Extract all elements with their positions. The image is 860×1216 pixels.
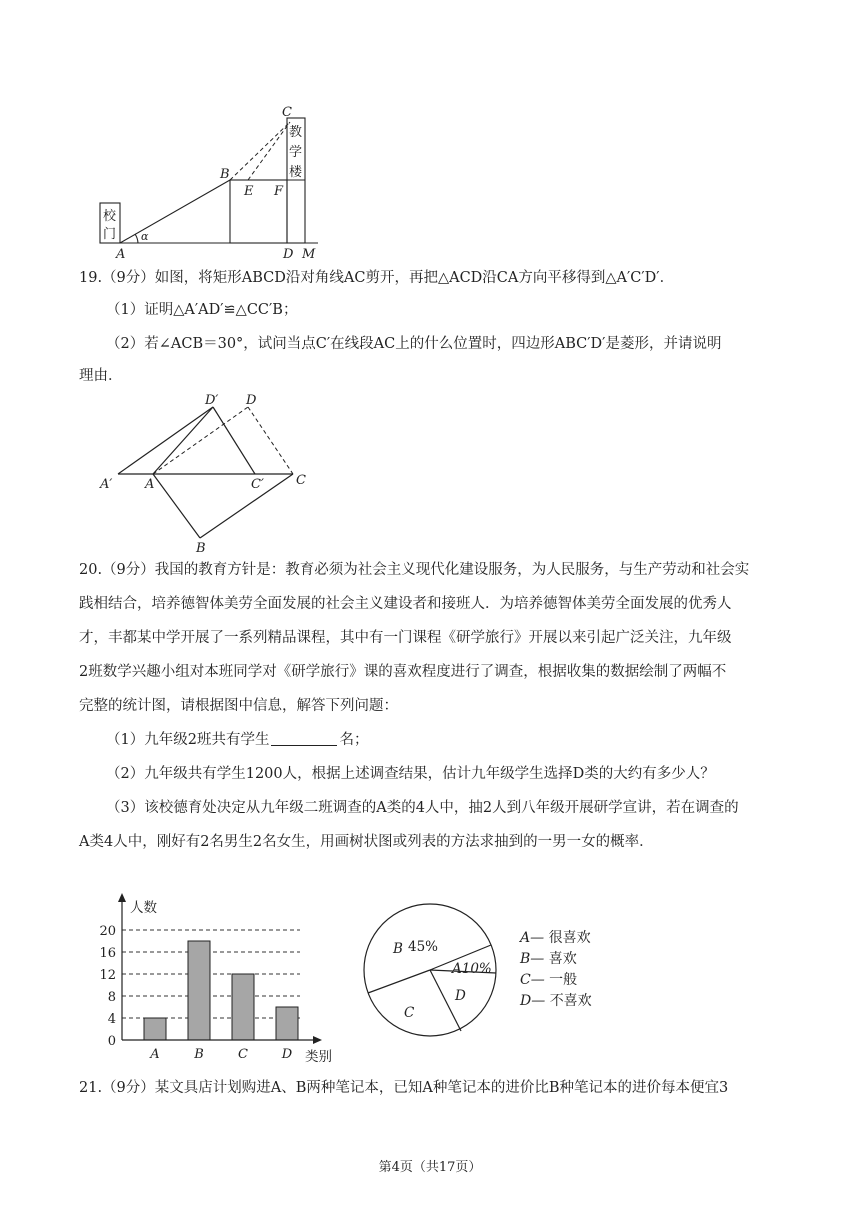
figure-q19 <box>98 390 318 555</box>
y-axis-arrow <box>118 893 126 902</box>
pie-label-a: A10% <box>452 961 492 977</box>
label-c: C <box>296 473 306 488</box>
label-a: A <box>116 247 126 260</box>
legend-text: 不喜欢 <box>549 993 592 1009</box>
label-a: A <box>145 477 155 492</box>
pie-label-b: B <box>393 941 403 957</box>
legend-item-a <box>520 928 592 949</box>
angle-alpha-arc <box>135 234 138 243</box>
label-b: B <box>220 167 230 182</box>
dash-d-c <box>248 407 293 474</box>
gate-char-2: 门 <box>103 227 117 242</box>
y-tick-label: 16 <box>99 946 116 961</box>
legend-item-d <box>520 991 592 1012</box>
bar-c <box>232 974 254 1040</box>
building-char-1: 教 <box>289 125 303 140</box>
x-axis-label: 类别 <box>305 1049 332 1065</box>
y-tick-label: 12 <box>99 968 116 983</box>
y-tick-label: 0 <box>107 1034 116 1049</box>
y-axis-label: 人数 <box>130 900 157 916</box>
label-f: F <box>274 184 284 199</box>
legend-item-c <box>520 970 592 991</box>
label-cprime: C′ <box>251 477 264 492</box>
q19-part1: （1）证明△A′AD′≌△CC′B； <box>106 302 298 318</box>
bar-b <box>188 941 210 1040</box>
building-char-2: 学 <box>289 145 303 160</box>
q19-part2: （2）若∠ACB＝30°，试问当点C′在线段AC上的什么位置时，四边形ABC′D′是菱形，并请说明 <box>106 336 722 352</box>
label-dprime: D′ <box>205 393 219 408</box>
answer-blank[interactable] <box>271 731 337 746</box>
legend-key: D— <box>520 993 546 1009</box>
label-d: D <box>246 393 257 408</box>
legend-text: 喜欢 <box>548 951 577 967</box>
q20-part2: （2）九年级共有学生1200人，根据上述调查结果，估计九年级学生选择D类的大约有多少人？ <box>106 766 715 782</box>
q20-part1 <box>106 730 368 750</box>
x-tick-label: B <box>194 1047 204 1062</box>
bar-a <box>144 1018 166 1040</box>
y-tick-label: 4 <box>107 1012 116 1027</box>
legend-key: C— <box>520 972 545 988</box>
label-b: B <box>196 541 206 555</box>
q20-part1-text: （1）九年级2班共有学生 <box>106 732 270 748</box>
legend-key: A— <box>520 930 545 946</box>
q20-part3: （3）该校德育处决定从九年级二班调查的A类的4人中，抽2人到八年级开展研学宣讲，若在调查的 <box>106 800 739 816</box>
figure-q18 <box>90 100 330 260</box>
x-axis-arrow <box>313 1036 322 1044</box>
pie-chart <box>360 900 502 1042</box>
legend-text: 一般 <box>549 972 578 988</box>
line-ap-dp <box>118 407 213 474</box>
bar-d <box>276 1007 298 1040</box>
label-aprime: A′ <box>100 477 113 492</box>
q20-part3-cont: A类4人中，刚好有2名男生2名女生，用画树状图或列表的方法求抽到的一男一女的概率． <box>79 834 654 850</box>
q20-line3: 才，丰都某中学开展了一系列精品课程，其中有一门课程《研学旅行》开展以来引起广泛关注，九年级 <box>79 630 732 646</box>
sightline-ec <box>248 122 290 180</box>
line-a-b <box>153 474 200 538</box>
legend-key: B— <box>520 951 545 967</box>
q20-line4: 2班数学兴趣小组对本班同学对《研学旅行》课的喜欢程度进行了调查，根据收集的数据绘制了两幅不 <box>79 664 727 680</box>
label-alpha: α <box>141 230 149 243</box>
page-footer: 第4页（共17页） <box>378 1160 482 1175</box>
pie-divider-b-c <box>368 970 430 993</box>
q20-part1-suffix: 名； <box>339 732 369 748</box>
y-tick-label: 20 <box>99 924 116 939</box>
pie-pct-b: 45% <box>408 939 439 955</box>
pie-label-c: C <box>404 1005 415 1021</box>
label-e: E <box>244 184 254 199</box>
x-tick-label: D <box>281 1047 293 1062</box>
gate-char-1: 校 <box>103 209 117 224</box>
line-b-c <box>200 474 293 538</box>
label-m: M <box>302 247 316 260</box>
pie-label-d: D <box>455 988 466 1004</box>
x-tick-label: A <box>150 1047 160 1062</box>
q20-line5: 完整的统计图，请根据图中信息，解答下列问题： <box>79 698 398 714</box>
q21-line1: 21.（9分）某文具店计划购进A、B两种笔记本，已知A种笔记本的进价比B种笔记本的进价每本便宜3 <box>79 1080 729 1096</box>
legend-item-b <box>520 949 592 970</box>
q20-line2: 践相结合，培养德智体美劳全面发展的社会主义建设者和接班人．为培养德智体美劳全面发展的优秀人 <box>79 596 732 612</box>
y-tick-label: 8 <box>107 990 116 1005</box>
label-d: D <box>283 247 294 260</box>
q19-line1: 19.（9分）如图，将矩形ABCD沿对角线AC剪开，再把△ACD沿CA方向平移得到△A′C′D′． <box>79 270 675 286</box>
sightline-bc <box>230 122 290 180</box>
line-dp-a <box>153 407 213 474</box>
pie-legend <box>520 928 592 1012</box>
q19-part2-cont: 理由． <box>79 368 123 384</box>
legend-text: 很喜欢 <box>548 930 591 946</box>
label-c: C <box>282 105 292 120</box>
building-char-3: 楼 <box>289 165 303 180</box>
slope-ab <box>120 180 230 243</box>
x-tick-label: C <box>238 1047 248 1062</box>
bar-chart <box>92 890 342 1065</box>
q20-line1: 20.（9分）我国的教育方针是：教育必须为社会主义现代化建设服务，为人民服务，与生产劳动和社会实 <box>79 562 750 578</box>
